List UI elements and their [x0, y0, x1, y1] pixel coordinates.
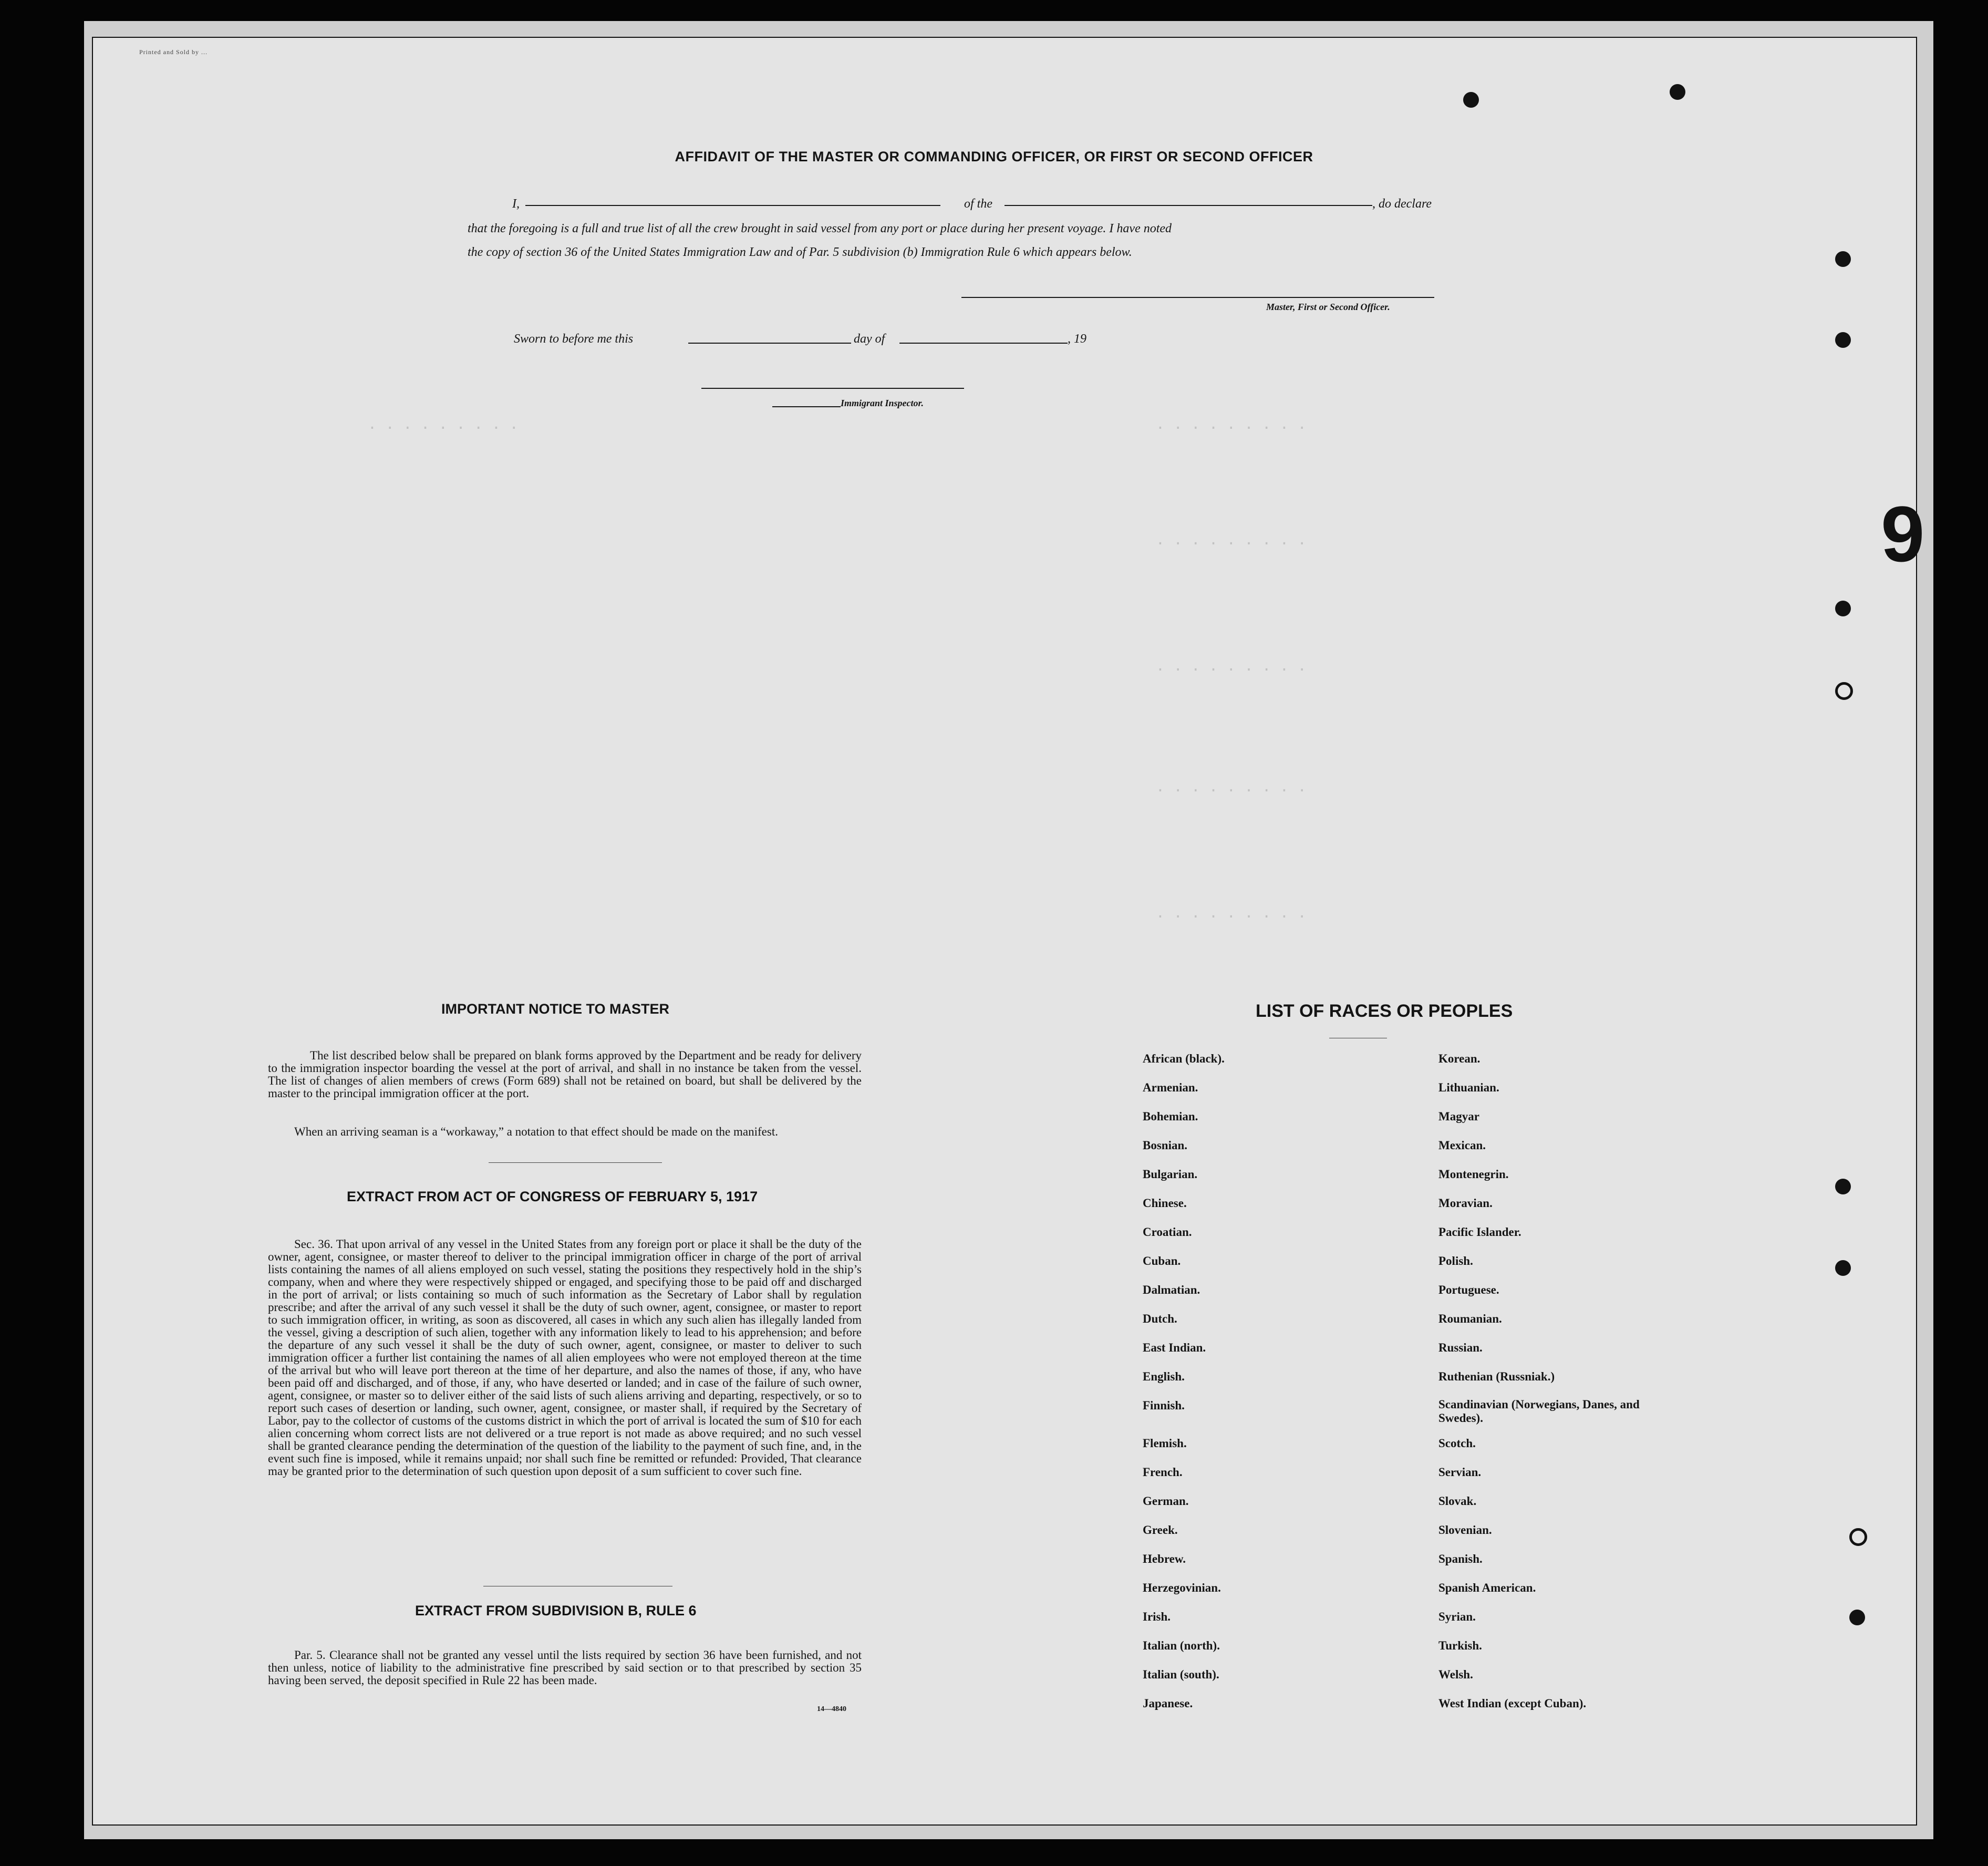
race-item: Slovak.: [1438, 1494, 1477, 1508]
inspector-label: Immigrant Inspector.: [841, 398, 924, 408]
extract-rule-text: Par. 5. Clearance shall not be granted any vessel until the lists required by section 36 have been furnished, and not then unless, notice of liability to the administrative fine prescribed by said section or to that prescribed by section 35 having been served, the deposit specified in Rule 22 has been made.: [268, 1648, 862, 1687]
year-label: , 19: [1068, 332, 1086, 346]
race-item: Japanese.: [1143, 1697, 1193, 1710]
race-item: Herzegovinian.: [1143, 1581, 1221, 1594]
sworn-label: Sworn to before me this: [514, 332, 634, 346]
race-item: Syrian.: [1438, 1610, 1476, 1623]
extract-rule-title: EXTRACT FROM SUBDIVISION B, RULE 6: [415, 1603, 697, 1618]
punch-hole: [1835, 251, 1851, 267]
race-item: Dalmatian.: [1143, 1283, 1200, 1296]
name-blank[interactable]: [525, 205, 940, 206]
race-item: Bohemian.: [1143, 1110, 1198, 1123]
extract-act-title: EXTRACT FROM ACT OF CONGRESS OF FEBRUARY 5, 1917: [347, 1189, 758, 1204]
signature-line[interactable]: [961, 297, 1434, 298]
printer-line: Printed and Sold by ...: [139, 48, 208, 56]
races-column-1: [1143, 1051, 1363, 1725]
sworn-month-blank[interactable]: [899, 343, 1068, 344]
race-item: Armenian.: [1143, 1081, 1198, 1094]
race-item: Finnish.: [1143, 1399, 1185, 1412]
affidavit-statement-line1: that the foregoing is a full and true list of all the crew brought in said vessel from any port or place during her present voyage. I have noted: [468, 222, 1172, 235]
affidavit-declare-label: , do declare: [1372, 197, 1432, 211]
race-item: Scotch.: [1438, 1437, 1476, 1450]
race-item: Bosnian.: [1143, 1139, 1188, 1152]
section-divider: [489, 1162, 662, 1163]
race-item: Portuguese.: [1438, 1283, 1499, 1296]
punch-hole: [1835, 682, 1853, 700]
punch-hole: [1835, 332, 1851, 348]
punch-hole: [1835, 1179, 1851, 1194]
race-item: Polish.: [1438, 1254, 1473, 1267]
extract-act-text: Sec. 36. That upon arrival of any vessel in the United States from any foreign port or place it shall be the duty of the owner, agent, consignee, or master thereof to deliver to the principal immigration officer in charge of the port of arrival lists containing the names of all aliens employed on such vessel, stating the positions they respectively hold in the ship’s company, when and where they were respectively shipped or engaged, and specifying those to be paid off and discharged in the port of arrival; or lists containing so much of such information as the Secretary of Labor shall by regulation prescribe; and after the arrival of any such vessel it shall be the duty of such owner, agent, consignee, or master to report to such immigration officer, in writing, as soon as discovered, all cases in which any such alien has illegally landed from the vessel, giving a description of such alien, together with any information likely to lead to his apprehension; and before the departure of any such vessel it shall be the duty of such owner, agent, consignee, or master to deliver to such immigration officer a further list containing the names of all alien employees who were not employed thereon at the time of the arrival but who will leave port thereon at the time of her departure, and also the names of those, if any, who have been paid off and discharged, and of those, if any, who have deserted or landed; and in case of the failure of such owner, agent, consignee, or master so to deliver either of the said lists of such aliens arriving and departing, respectively, or so to report such cases of desertion or landing, such owner, agent, consignee, or master shall, if required by the Secretary of Labor, pay to the collector of customs of the customs district in which the port of arrival is located the sum of $10 for each alien concerning whom correct lists are not delivered or a true report is not made as above required; and no such vessel shall be granted clearance pending the determination of the question of the liability to the payment of such fine, and, in the event such fine is imposed, while it remains unpaid; nor shall such fine be remitted or refunded: Provided, That clearance may be granted prior to the determination of such question upon deposit of a sum sufficient to cover such fine.: [268, 1238, 862, 1478]
race-item: Lithuanian.: [1438, 1081, 1499, 1094]
race-item: German.: [1143, 1494, 1189, 1508]
race-item: Hebrew.: [1143, 1552, 1186, 1565]
race-item: Croatian.: [1143, 1225, 1192, 1239]
race-item: Turkish.: [1438, 1639, 1482, 1652]
races-column-2: [1438, 1051, 1659, 1725]
form-number: 14—4840: [817, 1705, 846, 1713]
notice-paragraph-1: The list described below shall be prepared on blank forms approved by the Department and be ready for delivery to the immigration inspector boarding the vessel at the port of arrival, and shall in no instance be taken from the vessel. The list of changes of alien members of crews (Form 689) shall not be retained on board, but shall be delivered by the master to the principal immigration officer at the port.: [268, 1049, 862, 1100]
race-item: Servian.: [1438, 1466, 1482, 1479]
notice-title: IMPORTANT NOTICE TO MASTER: [441, 1001, 669, 1017]
race-item: West Indian (except Cuban).: [1438, 1697, 1587, 1710]
notice-paragraph-2: When an arriving seaman is a “workaway,” a notation to that effect should be made on the manifest.: [294, 1125, 778, 1138]
race-item: Italian (north).: [1143, 1639, 1220, 1652]
race-item: Flemish.: [1143, 1437, 1187, 1450]
race-item: Bulgarian.: [1143, 1168, 1198, 1181]
race-item: Cuban.: [1143, 1254, 1181, 1267]
race-item: Irish.: [1143, 1610, 1171, 1623]
race-item: Mexican.: [1438, 1139, 1486, 1152]
race-item: Scandinavian (Norwegians, Danes, and Swedes).: [1438, 1398, 1640, 1425]
race-item: Slovenian.: [1438, 1523, 1492, 1537]
race-item: Montenegrin.: [1438, 1168, 1509, 1181]
race-item: Moravian.: [1438, 1197, 1493, 1210]
race-item: Chinese.: [1143, 1197, 1187, 1210]
punch-hole: [1835, 601, 1851, 616]
race-item: Magyar: [1438, 1110, 1479, 1123]
race-item: Spanish American.: [1438, 1581, 1536, 1594]
punch-hole: [1849, 1528, 1867, 1546]
races-title: LIST OF RACES OR PEOPLES: [1256, 1001, 1513, 1021]
race-item: Ruthenian (Russniak.): [1438, 1370, 1555, 1383]
race-item: Welsh.: [1438, 1668, 1473, 1681]
race-item: French.: [1143, 1466, 1183, 1479]
affidavit-i-label: I,: [512, 197, 520, 211]
race-item: Spanish.: [1438, 1552, 1483, 1565]
margin-handwritten-mark: 9: [1881, 490, 1925, 578]
vessel-blank[interactable]: [1005, 205, 1372, 206]
race-item: Roumanian.: [1438, 1312, 1502, 1325]
race-item: Italian (south).: [1143, 1668, 1219, 1681]
punch-hole: [1463, 92, 1479, 108]
race-item: Greek.: [1143, 1523, 1178, 1537]
punch-hole: [1670, 84, 1685, 100]
affidavit-title: AFFIDAVIT OF THE MASTER OR COMMANDING OFFICER, OR FIRST OR SECOND OFFICER: [675, 149, 1313, 164]
race-item: Dutch.: [1143, 1312, 1177, 1325]
race-item: East Indian.: [1143, 1341, 1206, 1354]
inspector-signature-line[interactable]: [701, 388, 964, 389]
punch-hole: [1835, 1260, 1851, 1276]
race-item: English.: [1143, 1370, 1185, 1383]
race-item: Russian.: [1438, 1341, 1483, 1354]
affidavit-statement-line2: the copy of section 36 of the United States Immigration Law and of Par. 5 subdivision (b) Immigration Rule 6 which appears below.: [468, 245, 1132, 259]
race-item: Korean.: [1438, 1052, 1480, 1065]
inspector-short-line: [772, 406, 841, 407]
affidavit-of-the-label: of the: [964, 197, 992, 211]
race-item: Pacific Islander.: [1438, 1225, 1521, 1239]
race-item: African (black).: [1143, 1052, 1225, 1065]
sworn-day-blank[interactable]: [688, 343, 851, 344]
punch-hole: [1849, 1610, 1865, 1625]
day-of-label: day of: [854, 332, 885, 346]
signature-label: Master, First or Second Officer.: [1266, 302, 1390, 312]
